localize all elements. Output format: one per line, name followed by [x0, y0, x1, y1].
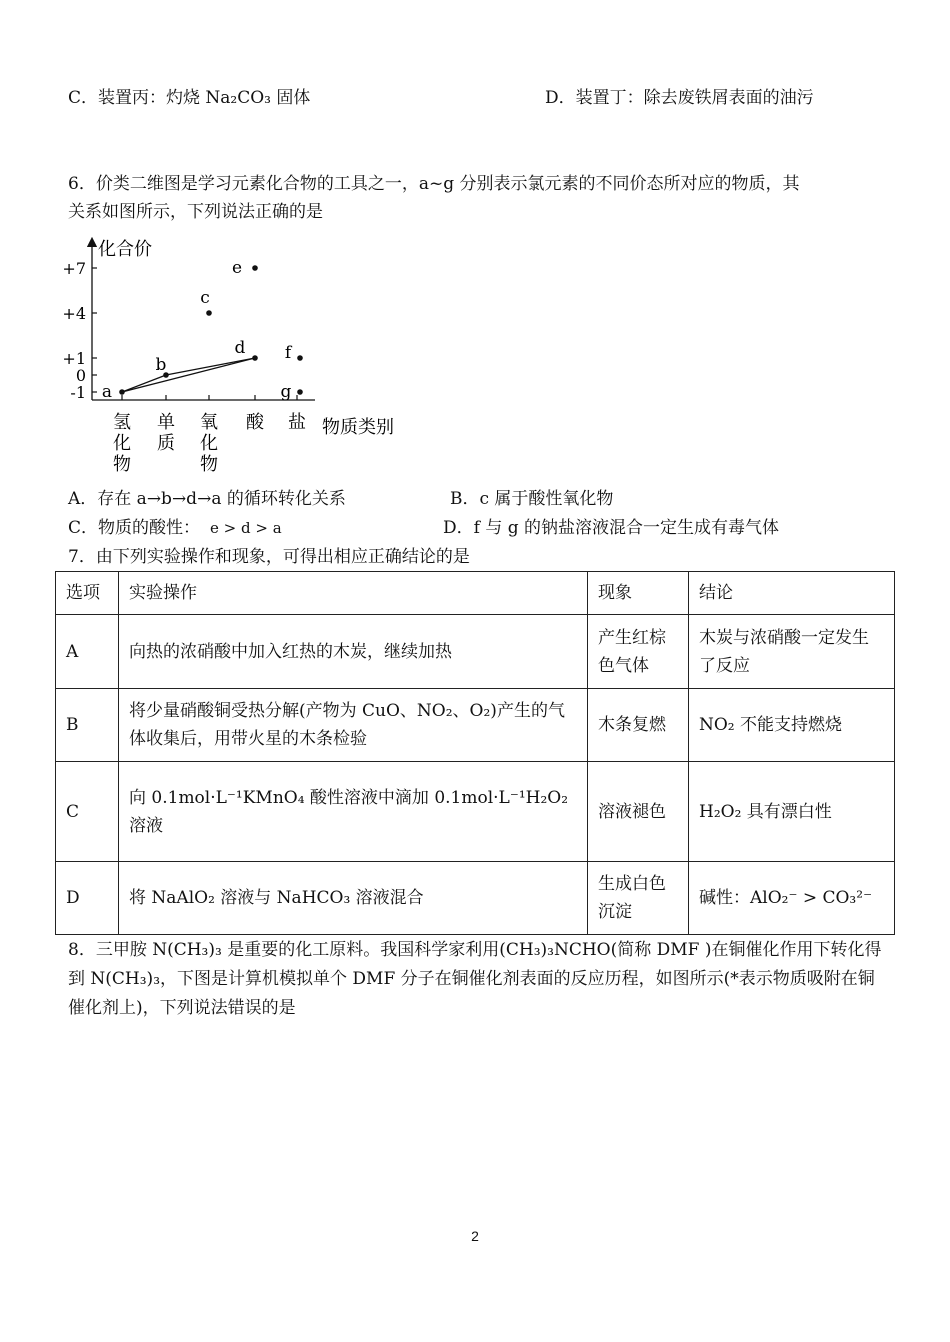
row-phenomenon: 木条复燃	[588, 689, 689, 762]
x-category-label: 盐	[288, 412, 306, 433]
x-axis-label: 物质类别	[322, 417, 394, 438]
connection-line	[166, 358, 255, 375]
point-label-b: b	[155, 355, 167, 375]
y-tick-label: +7	[62, 259, 86, 278]
x-category-label: 质	[157, 433, 175, 454]
row-conclusion: H₂O₂ 具有漂白性	[689, 762, 895, 862]
point-label-c: c	[200, 288, 210, 308]
q6-option-a: A．存在 a→b→d→a 的循环转化关系	[68, 489, 346, 509]
experiment-table	[55, 571, 895, 935]
row-operation: 向热的浓硝酸中加入红热的木炭，继续加热	[119, 615, 588, 689]
row-phenomenon: 溶液褪色	[588, 762, 689, 862]
point-label-g: g	[280, 382, 292, 402]
q6-option-b: B．c 属于酸性氧化物	[450, 489, 614, 509]
q8-stem: 8．三甲胺 N(CH₃)₃ 是重要的化工原料。我国科学家利用(CH₃)₃NCHO(简称 DMF )在铜催化作用下转化得到 N(CH₃)₃，下图是计算机模拟单个 DMF 分子在铜催化剂表面的反应历程，如图所示(*表示物质吸附在铜催化剂上)，下列说法错误的是	[68, 940, 882, 1018]
valence-class-chart	[60, 232, 420, 477]
connection-line	[122, 375, 166, 392]
table-row	[56, 615, 895, 689]
row-operation: 向 0.1mol·L⁻¹KMnO₄ 酸性溶液中滴加 0.1mol·L⁻¹H₂O₂ 溶液	[119, 762, 588, 862]
q5-option-d: D．装置丁：除去废铁屑表面的油污	[545, 88, 814, 108]
y-tick-label: +4	[62, 304, 86, 323]
row-option: C	[56, 762, 119, 862]
table-row	[56, 862, 895, 935]
row-conclusion: NO₂ 不能支持燃烧	[689, 689, 895, 762]
row-operation: 将少量硝酸铜受热分解(产物为 CuO、NO₂、O₂)产生的气体收集后，用带火星的木条检验	[119, 689, 588, 762]
header-option: 选项	[56, 572, 119, 615]
row-operation: 将 NaAlO₂ 溶液与 NaHCO₃ 溶液混合	[119, 862, 588, 935]
q6-option-c	[68, 516, 282, 540]
point-label-a: a	[101, 382, 113, 402]
q5-option-c: C．装置丙：灼烧 Na₂CO₃ 固体	[68, 88, 311, 108]
data-point-f	[297, 355, 303, 361]
y-tick-label: -1	[70, 383, 86, 402]
row-conclusion: 木炭与浓硝酸一定发生了反应	[689, 615, 895, 689]
q6-option-d: D．f 与 g 的钠盐溶液混合一定生成有毒气体	[443, 518, 780, 538]
header-phenomenon: 现象	[588, 572, 689, 615]
row-option: B	[56, 689, 119, 762]
page-number: 2	[471, 1228, 479, 1244]
data-point-g	[297, 389, 303, 395]
data-point-e	[252, 265, 258, 271]
row-phenomenon: 产生红棕色气体	[588, 615, 689, 689]
point-label-d: d	[234, 338, 246, 358]
table-row	[56, 762, 895, 862]
y-tick-label: +1	[62, 349, 86, 368]
header-conclusion: 结论	[689, 572, 895, 615]
x-category-label: 物	[200, 454, 218, 475]
x-category-label: 化	[113, 433, 131, 454]
x-category-label: 物	[113, 454, 131, 475]
data-point-a	[119, 389, 125, 395]
q6-stem-line2: 关系如图所示，下列说法正确的是	[68, 202, 323, 222]
x-category-label: 化	[200, 433, 218, 454]
point-label-e: e	[231, 258, 243, 278]
data-point-d	[252, 355, 258, 361]
x-category-label: 氧	[200, 412, 218, 433]
x-category-label: 氢	[113, 412, 131, 433]
q6-option-c-label: C．物质的酸性：	[68, 518, 201, 538]
row-phenomenon: 生成白色沉淀	[588, 862, 689, 935]
x-category-label: 单	[157, 412, 175, 433]
connection-line	[122, 358, 255, 392]
row-option: D	[56, 862, 119, 935]
row-option: A	[56, 615, 119, 689]
row-conclusion: 碱性：AlO₂⁻ > CO₃²⁻	[689, 862, 895, 935]
point-label-f: f	[284, 343, 292, 363]
header-operation: 实验操作	[119, 572, 588, 615]
q6-option-c-formula: e > d > a	[210, 519, 282, 537]
q6-stem-line1: 6．价类二维图是学习元素化合物的工具之一，a~g 分别表示氯元素的不同价态所对应的物质，其	[68, 174, 800, 194]
data-point-c	[206, 310, 212, 316]
table-row	[56, 689, 895, 762]
y-tick-label: 0	[75, 366, 86, 385]
table-header-row	[56, 572, 895, 615]
y-axis-label: 化合价	[98, 239, 152, 260]
q7-stem: 7．由下列实验操作和现象，可得出相应正确结论的是	[68, 547, 470, 567]
x-category-label: 酸	[246, 412, 264, 433]
